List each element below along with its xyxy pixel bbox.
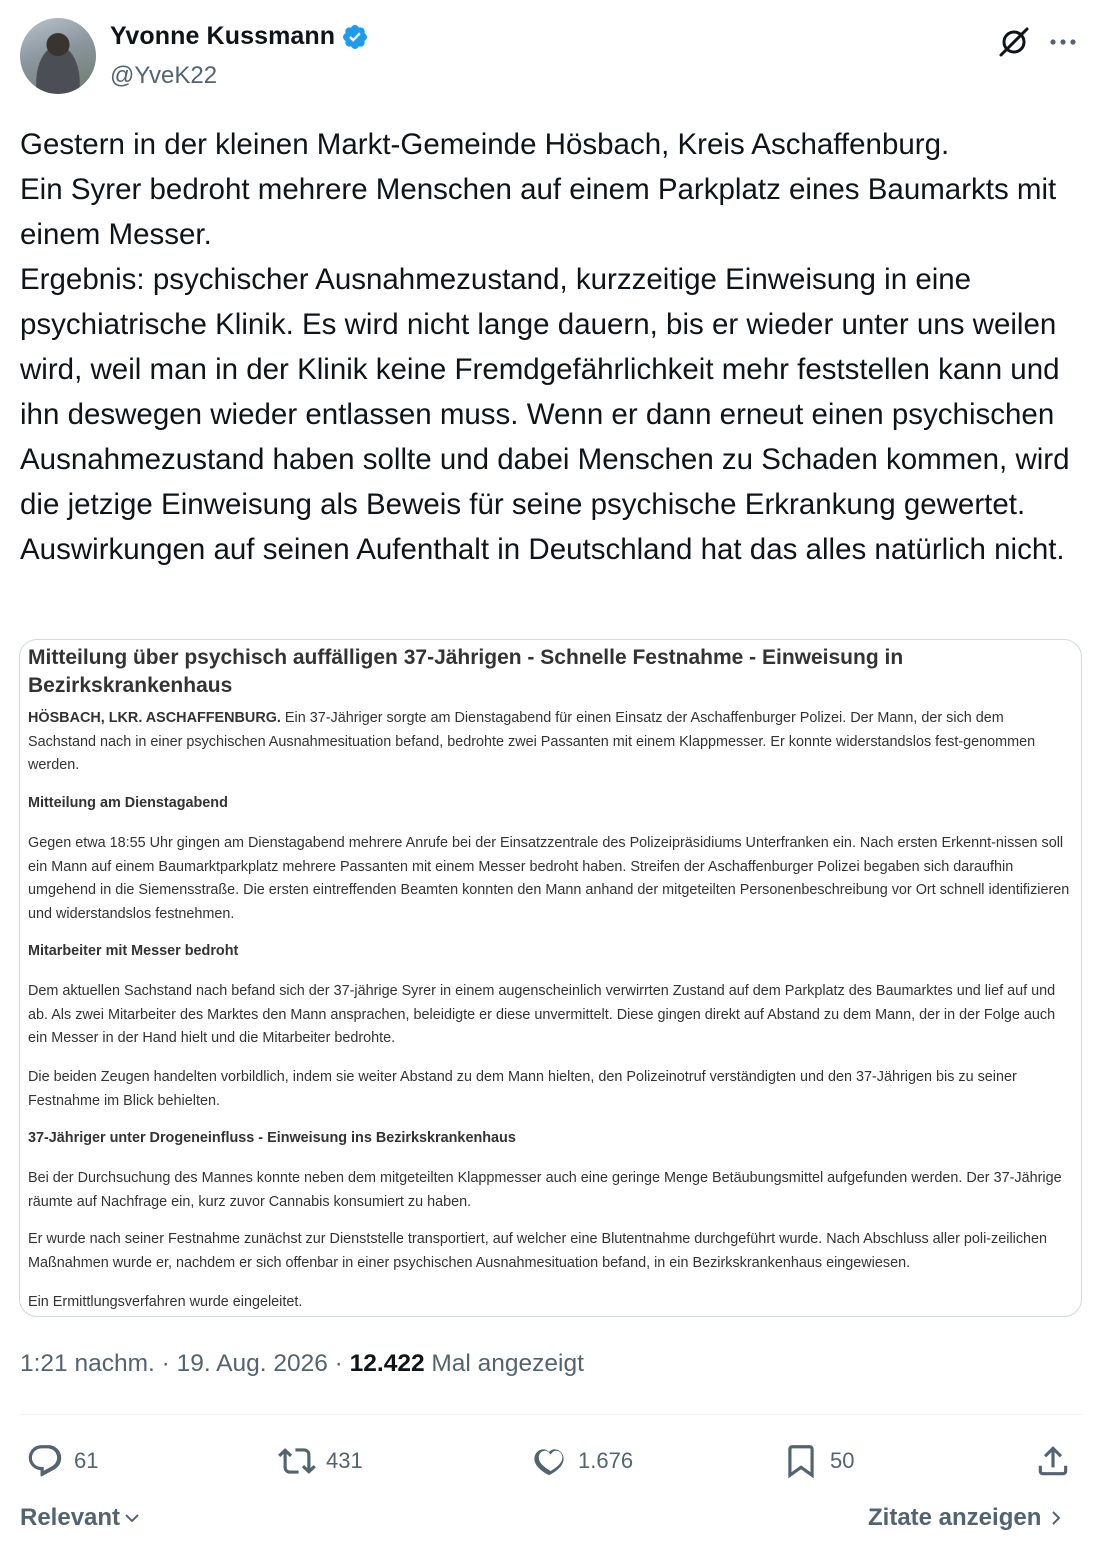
- bookmark-button[interactable]: [782, 1442, 854, 1480]
- press-release-heading-2: Mitarbeiter mit Messer bedroht: [28, 943, 239, 959]
- view-count-label: Mal angezeigt: [431, 1350, 584, 1377]
- press-release-paragraph-1: Gegen etwa 18:55 Uhr gingen am Dienstagabend mehrere Anrufe bei der Einsatzzentrale des Polizeipräsidiums Unterfranken ein. Nach ersten Erkennt-nissen soll ein Mann auf einem Baumarktparkplatz mehrere Passanten mit einem Messer bedroht haben. Streifen der Aschaffenburger Polizei begaben sich daraufhin umgehend in die Siemensstraße. Die ersten eintreffenden Beamten konnten den Mann anhand der mitgeteilten Personenbeschreibung vor Ort schnell identifizieren und widerstandslos festnehmen.: [28, 835, 1070, 922]
- press-release-lead-text: Ein 37-Jähriger sorgte am Dienstagabend für einen Einsatz der Aschaffenburger Polizei. Der Mann, der sich dem Sachstand nach in einer psychischen Ausnahmesituation befand, bedrohte zwei Passanten mit einem Klappmesser. Er konnte widerstandslos fest-genommen werden.: [28, 710, 1036, 773]
- press-release-lead: [28, 707, 1073, 778]
- more-icon[interactable]: [1046, 28, 1080, 56]
- press-release-title: Mitteilung über psychisch auffälligen 37-Jährigen - Schnelle Festnahme - Einweisung in Bezirkskrankenhaus: [28, 646, 904, 697]
- grok-icon[interactable]: [996, 24, 1032, 60]
- press-release-paragraph-2: Dem aktuellen Sachstand nach befand sich der 37-jährige Syrer in einem augenscheinlich verwirrten Zustand auf dem Parkplatz des Baumarktes und lief auf und ab. Als zwei Mitarbeiter des Marktes den Mann ansprachen, beleidigte er diese unvermittelt. Diese gingen direkt auf Abstand zu dem Mann, der in der Folge auch ein Messer in der Hand hielt und die Mitarbeiter bedrohte.: [28, 983, 1056, 1046]
- press-release-paragraph-5: Er wurde nach seiner Festnahme zunächst zur Dienststelle transportiert, auf welcher eine Blutentnahme durchgeführt wurde. Nach Abschluss aller poli-zeilichen Maßnahmen wurde er, nachdem er sich offenbar in einer psychischen Ausnahmesituation befand, in ein Bezirkskrankenhaus eingewiesen.: [28, 1231, 1048, 1271]
- sort-dropdown[interactable]: [20, 1504, 142, 1532]
- share-button[interactable]: [1034, 1442, 1072, 1480]
- chevron-down-icon: [122, 1508, 142, 1528]
- press-release-paragraph-4: Bei der Durchsuchung des Mannes konnte neben dem mitgeteilten Klappmesser auch eine geringe Menge Betäubungsmittel aufgefunden werden. Der 37-Jährige räumte auf Nachfrage ein, kurz zuvor Cannabis konsumiert zu haben.: [28, 1170, 1062, 1210]
- meta-separator: ·: [327, 1350, 350, 1377]
- press-release-heading-3: 37-Jähriger unter Drogeneinfluss - Einweisung ins Bezirkskrankenhaus: [28, 1130, 516, 1146]
- reply-count: 61: [74, 1448, 99, 1473]
- tweet-text: Gestern in der kleinen Markt-Gemeinde Hösbach, Kreis Aschaffenburg. Ein Syrer bedroht mehrere Menschen auf einem Parkplatz eines Baumarkts mit einem Messer. Ergebnis: psychischer Ausnahmezustand, kurzzeitige Einweisung in eine psychiatrische Klinik. Es wird nicht lange dauern, bis er wieder unter uns weilen wird, weil man in der Klinik keine Fremdgefährlichkeit mehr feststellen kann und ihn deswegen wieder entlassen muss. Wenn er dann erneut einen psychischen Ausnahmezustand haben sollte und dabei Menschen zu Schaden kommen, wird die jetzige Einweisung als Beweis für seine psychische Erkrankung gewertet. Auswirkungen auf seinen Aufenthalt in Deutschland hat das alles natürlich nicht.: [20, 128, 1070, 566]
- view-quotes-label: Zitate anzeigen: [868, 1504, 1042, 1531]
- reply-icon: [26, 1442, 64, 1480]
- chevron-right-icon: [1049, 1508, 1063, 1528]
- repost-button[interactable]: [278, 1442, 363, 1480]
- sort-label: Relevant: [20, 1504, 121, 1531]
- press-release-paragraph-6: Ein Ermittlungsverfahren wurde eingeleitet.: [28, 1294, 303, 1310]
- tweet-date[interactable]: 19. Aug. 2026: [176, 1350, 328, 1377]
- repost-count: 431: [326, 1448, 363, 1473]
- bookmark-count: 50: [830, 1448, 855, 1473]
- author-handle[interactable]: @YveK22: [110, 62, 218, 89]
- tweet-time[interactable]: 1:21 nachm.: [20, 1350, 155, 1377]
- verified-badge-icon: [341, 23, 369, 51]
- press-release-heading-1: Mitteilung am Dienstagabend: [28, 795, 228, 811]
- tweet-meta: [20, 1350, 584, 1378]
- author-name[interactable]: Yvonne Kussmann: [110, 22, 336, 50]
- author-name-row[interactable]: [110, 22, 369, 51]
- bookmark-icon: [782, 1442, 820, 1480]
- like-count: 1.676: [578, 1448, 634, 1473]
- avatar[interactable]: [20, 18, 96, 94]
- reply-button[interactable]: [26, 1442, 98, 1480]
- view-quotes-link[interactable]: [868, 1504, 1063, 1532]
- like-icon: [530, 1442, 568, 1480]
- view-count: 12.422: [349, 1350, 425, 1377]
- meta-separator: ·: [154, 1350, 177, 1377]
- share-icon: [1034, 1442, 1072, 1480]
- like-button[interactable]: [530, 1442, 633, 1480]
- press-release-dateline: HÖSBACH, LKR. ASCHAFFENBURG.: [28, 710, 281, 726]
- divider: [20, 1414, 1082, 1415]
- repost-icon: [278, 1442, 316, 1480]
- press-release-image[interactable]: [19, 639, 1082, 1317]
- press-release-paragraph-3: Die beiden Zeugen handelten vorbildlich, indem sie weiter Abstand zu dem Mann hielten, den Polizeinotruf verständigten und den 37-Jährigen bis zu seiner Festnahme im Blick behielten.: [28, 1069, 1017, 1109]
